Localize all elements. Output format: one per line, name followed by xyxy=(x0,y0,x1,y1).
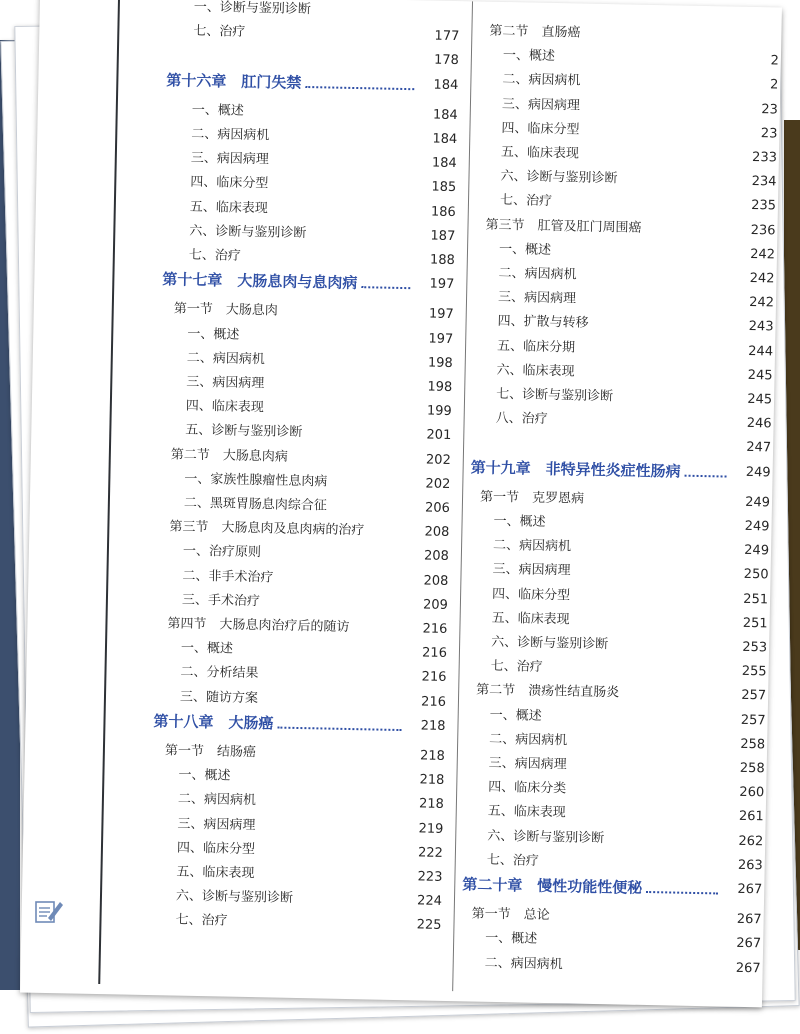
item-title: 一、概述 xyxy=(502,48,556,65)
item-title: 七、治疗 xyxy=(193,23,246,40)
item-title: 三、病因病理 xyxy=(492,562,571,579)
page-number: 216 xyxy=(422,621,448,637)
item-title: 一、概述 xyxy=(187,326,240,343)
toc-column-right xyxy=(460,1,780,976)
page-number: 249 xyxy=(744,518,770,535)
leader-dots xyxy=(277,726,401,730)
item-title: 二、病因病机 xyxy=(502,72,581,89)
item-title: 二、病因病机 xyxy=(177,791,257,809)
page-number: 218 xyxy=(418,796,445,813)
item-title: 四、扩散与转移 xyxy=(497,314,589,332)
page-number: 199 xyxy=(426,403,452,420)
item-title: 二、非手术治疗 xyxy=(182,568,274,586)
page-number: 208 xyxy=(424,524,450,541)
page-number: 184 xyxy=(431,155,457,172)
item-title: 二、黑斑胃肠息肉综合征 xyxy=(183,495,328,514)
item-title: 八、治疗 xyxy=(495,411,548,428)
page-number: 2 xyxy=(770,53,780,69)
page-number: 184 xyxy=(432,107,458,123)
leader-dots xyxy=(685,474,727,477)
section-title: 第一节 大肠息肉 xyxy=(173,301,278,319)
section-title: 第一节 克罗恩病 xyxy=(479,489,585,507)
page-number xyxy=(420,0,460,1)
item-title: 三、病因病理 xyxy=(488,755,567,773)
item-title: 六、诊断与鉴别诊断 xyxy=(500,169,618,187)
page-number: 249 xyxy=(745,464,771,481)
item-title: 四、临床分型 xyxy=(190,175,269,192)
page-number: 245 xyxy=(747,367,773,384)
page-number: 197 xyxy=(428,306,454,323)
item-title: 六、临床表现 xyxy=(496,362,575,380)
page-number: 244 xyxy=(748,343,774,360)
page-number: 184 xyxy=(432,131,458,148)
chapter-title: 第十七章 大肠息肉与息肉病 xyxy=(162,270,358,293)
page-number: 216 xyxy=(421,669,447,686)
chapter-title: 第二十章 慢性功能性便秘 xyxy=(462,875,643,897)
page-number: 197 xyxy=(429,276,455,293)
item-title: 七、治疗 xyxy=(486,852,539,869)
page-number: 2 xyxy=(769,77,779,93)
item-title: 五、临床分期 xyxy=(496,338,576,356)
page-number: 218 xyxy=(419,772,445,789)
page-number: 223 xyxy=(417,869,443,885)
item-title: 五、临床表现 xyxy=(176,864,255,882)
page-number: 253 xyxy=(742,639,768,656)
page-number: 208 xyxy=(423,548,450,565)
page-number: 267 xyxy=(735,960,761,976)
section-title: 第三节 肛管及肛门周围癌 xyxy=(485,217,642,236)
page-number: 242 xyxy=(749,295,775,311)
section-title: 第二节 直肠癌 xyxy=(489,23,581,41)
leader-dots xyxy=(305,86,414,90)
item-title: 三、病因病理 xyxy=(497,290,577,307)
item-title: 七、治疗 xyxy=(175,912,228,929)
page-number: 218 xyxy=(420,718,446,734)
toc-entry-chapter xyxy=(450,455,770,485)
page-number: 177 xyxy=(434,28,460,45)
item-title: 二、分析结果 xyxy=(180,665,259,682)
item-title: 四、临床分型 xyxy=(501,120,580,138)
page-number: 242 xyxy=(750,246,776,263)
item-title: 三、病因病理 xyxy=(186,374,265,392)
page-number: 187 xyxy=(430,228,456,244)
page-number: 258 xyxy=(740,736,766,753)
page-number: 260 xyxy=(739,785,765,801)
item-title: 三、病因病理 xyxy=(501,96,581,114)
item-title: 二、病因病机 xyxy=(484,955,563,972)
page-number: 206 xyxy=(424,500,450,516)
page-number: 267 xyxy=(737,881,763,898)
page-number: 255 xyxy=(741,664,767,680)
item-title: 一、概述 xyxy=(191,102,244,119)
page-number: 234 xyxy=(751,174,777,190)
item-title: 一、诊断与鉴别诊断 xyxy=(193,0,311,18)
page-number: 216 xyxy=(420,694,447,710)
page-number: 261 xyxy=(738,809,764,825)
item-title: 六、诊断与鉴别诊断 xyxy=(491,634,609,653)
page-number: 188 xyxy=(429,252,455,269)
leader-dots xyxy=(646,891,718,894)
toc-entry-chapter xyxy=(442,872,762,902)
page-number: 23 xyxy=(761,101,779,118)
page-number: 198 xyxy=(427,379,453,396)
page-number: 242 xyxy=(749,270,775,287)
page-number: 243 xyxy=(748,319,774,335)
chapter-title: 第十八章 大肠癌 xyxy=(153,711,274,733)
page-number: 257 xyxy=(740,712,766,728)
item-title: 四、临床分类 xyxy=(488,779,567,797)
page-number: 263 xyxy=(737,857,763,874)
page-number: 257 xyxy=(741,688,767,704)
pencil-note-icon xyxy=(34,896,64,926)
page-number: 222 xyxy=(417,845,444,861)
page-number: 219 xyxy=(418,821,444,837)
toc-entry-item xyxy=(440,950,760,980)
chapter-title: 第十六章 肛门失禁 xyxy=(166,70,302,92)
page-number: 258 xyxy=(739,760,765,777)
item-title: 五、临床表现 xyxy=(500,144,580,162)
item-title: 六、诊断与鉴别诊断 xyxy=(487,828,605,846)
item-title: 三、病因病理 xyxy=(177,816,256,833)
section-title: 第二节 大肠息肉病 xyxy=(170,446,289,465)
item-title: 五、诊断与鉴别诊断 xyxy=(185,423,303,441)
page-number: 218 xyxy=(419,748,446,764)
item-title: 五、临床表现 xyxy=(487,804,566,821)
item-title: 四、临床分型 xyxy=(491,586,571,604)
page-number: 251 xyxy=(742,615,768,632)
page-number: 201 xyxy=(426,427,452,444)
page-number: 250 xyxy=(743,567,769,583)
item-title: 五、临床表现 xyxy=(189,199,268,216)
page-number: 236 xyxy=(750,222,776,239)
page-number: 245 xyxy=(747,391,773,408)
section-title: 第一节 总论 xyxy=(471,906,550,924)
page-number: 247 xyxy=(746,440,772,456)
item-title: 一、概述 xyxy=(178,767,231,784)
toc-column-left xyxy=(120,0,460,934)
page-number: 249 xyxy=(745,494,771,511)
item-title: 六、诊断与鉴别诊断 xyxy=(189,223,307,241)
page-number: 224 xyxy=(416,893,443,910)
item-title: 二、病因病机 xyxy=(191,126,270,144)
item-title: 一、概述 xyxy=(489,707,542,724)
page-number: 225 xyxy=(416,917,442,934)
item-title: 一、治疗原则 xyxy=(182,544,262,561)
item-title: 七、治疗 xyxy=(188,247,242,264)
item-title: 二、病因病机 xyxy=(498,265,577,283)
page-number: 233 xyxy=(751,149,778,166)
page-number: 197 xyxy=(428,331,454,347)
page-number: 178 xyxy=(433,52,459,69)
item-title: 二、病因病机 xyxy=(489,731,568,749)
section-title: 第二节 溃疡性结直肠炎 xyxy=(476,682,620,701)
toc-page xyxy=(20,0,782,1007)
page-number: 246 xyxy=(746,416,772,432)
item-title: 六、诊断与鉴别诊断 xyxy=(175,888,294,907)
page-number xyxy=(740,25,780,26)
item-title: 二、病因病机 xyxy=(186,350,265,368)
item-title: 一、家族性腺瘤性息肉病 xyxy=(184,471,328,490)
section-title: 第四节 大肠息肉治疗后的随访 xyxy=(167,616,350,635)
item-title: 七、诊断与鉴别诊断 xyxy=(495,386,614,405)
section-title: 第一节 结肠癌 xyxy=(164,743,257,761)
page-number: 202 xyxy=(425,476,451,492)
item-title: 三、手术治疗 xyxy=(181,592,261,609)
page-number: 202 xyxy=(425,452,451,468)
page-number: 209 xyxy=(422,597,449,613)
page-number: 23 xyxy=(760,125,778,142)
page-number: 185 xyxy=(431,179,457,196)
page-number: 249 xyxy=(744,543,770,559)
page-number: 267 xyxy=(736,936,762,952)
page-number: 198 xyxy=(427,355,453,371)
page-number: 235 xyxy=(750,198,777,214)
item-title: 四、临床分型 xyxy=(176,840,256,857)
item-title: 三、随访方案 xyxy=(179,689,259,706)
page-number: 216 xyxy=(421,645,448,662)
chapter-title: 第十九章 非特异性炎症性肠病 xyxy=(470,457,681,481)
item-title: 四、临床表现 xyxy=(185,398,264,416)
item-title: 一、概述 xyxy=(498,241,552,258)
item-title: 五、临床表现 xyxy=(491,610,570,628)
item-title: 一、概述 xyxy=(493,513,546,530)
item-title: 二、病因病机 xyxy=(492,538,572,555)
section-title: 第三节 大肠息肉及息肉病的治疗 xyxy=(169,519,365,539)
page-number: 251 xyxy=(743,591,769,607)
item-title: 一、概述 xyxy=(485,931,538,948)
page-number: 262 xyxy=(738,833,764,849)
page-number: 186 xyxy=(430,204,456,220)
page-number: 267 xyxy=(736,912,762,928)
item-title: 三、病因病理 xyxy=(190,150,269,168)
page-number: 184 xyxy=(433,77,459,93)
page-number: 208 xyxy=(423,573,449,589)
item-title: 七、治疗 xyxy=(490,659,543,676)
item-title: 七、治疗 xyxy=(499,193,553,210)
leader-dots xyxy=(361,286,410,289)
item-title: 一、概述 xyxy=(180,640,234,657)
